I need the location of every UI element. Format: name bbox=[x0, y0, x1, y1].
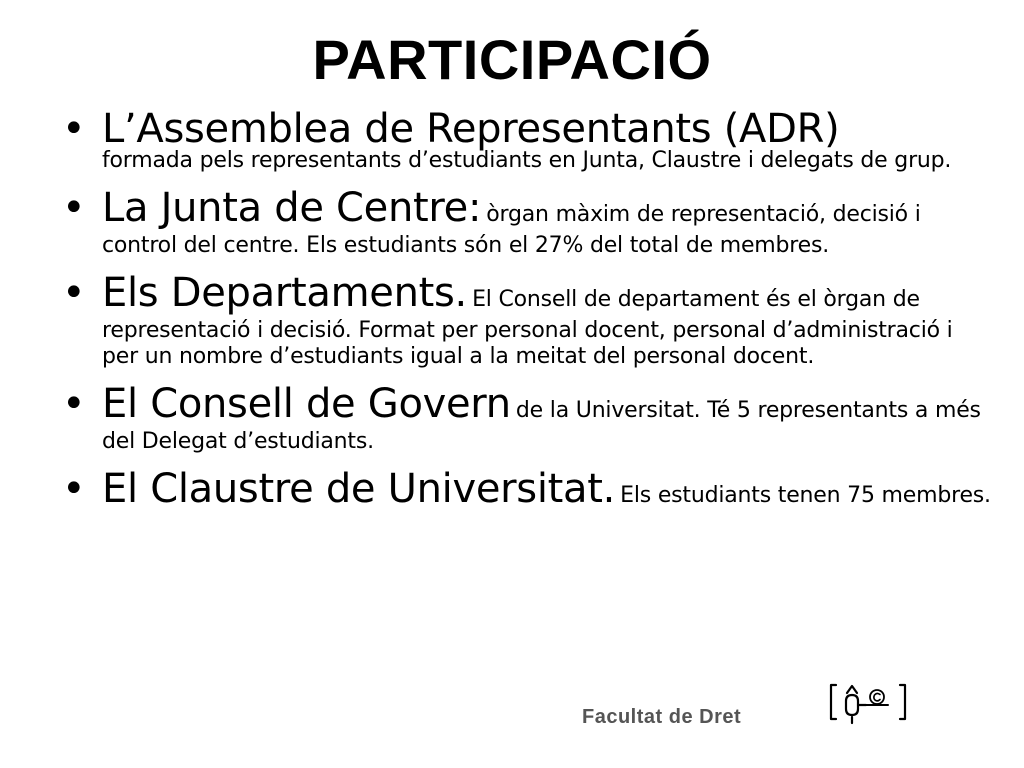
bullet-item-departaments bbox=[62, 268, 992, 370]
bullet-item-consell-govern bbox=[62, 379, 992, 455]
faculty-logo-icon bbox=[826, 677, 910, 727]
bullet-dot-icon: • bbox=[62, 270, 86, 316]
bullet-dot-icon: • bbox=[62, 185, 86, 231]
bullet-lead: El Consell de Govern bbox=[102, 381, 511, 427]
bullet-lead: Els Departaments. bbox=[102, 270, 467, 316]
bullet-body: formada pels representants d’estudiants en Junta, Claustre i delegats de grup. bbox=[102, 148, 952, 173]
bullet-body: Els estudiants tenen 75 membres. bbox=[620, 483, 991, 508]
bullet-item-adr bbox=[62, 104, 992, 174]
bullet-item-junta bbox=[62, 183, 992, 259]
bullet-body: òrgan màxim de representació, decisió i control del centre. Els estudiants són el 27% del total de membres. bbox=[102, 202, 921, 258]
bullet-lead: La Junta de Centre: bbox=[102, 185, 482, 231]
bullet-body: El Consell de departament és el òrgan de representació i decisió. Format per personal docent, personal d’administració i per un nombre d’estudiants igual a la meitat del personal docent. bbox=[102, 287, 953, 369]
bullet-item-claustre bbox=[62, 464, 992, 514]
bullet-lead: L’Assemblea de Representants (ADR) bbox=[102, 106, 840, 152]
bullet-lead: El Claustre de Universitat. bbox=[102, 466, 616, 512]
slide-title: PARTICIPACIÓ bbox=[312, 28, 712, 91]
bullet-dot-icon: • bbox=[62, 381, 86, 427]
bullet-body: de la Universitat. Té 5 representants a més del Delegat d’estudiants. bbox=[102, 398, 981, 454]
footer-faculty-name: Facultat de Dret bbox=[582, 706, 742, 728]
bullet-dot-icon: • bbox=[62, 106, 86, 152]
bullet-dot-icon: • bbox=[62, 466, 86, 512]
bullet-list bbox=[62, 104, 992, 523]
